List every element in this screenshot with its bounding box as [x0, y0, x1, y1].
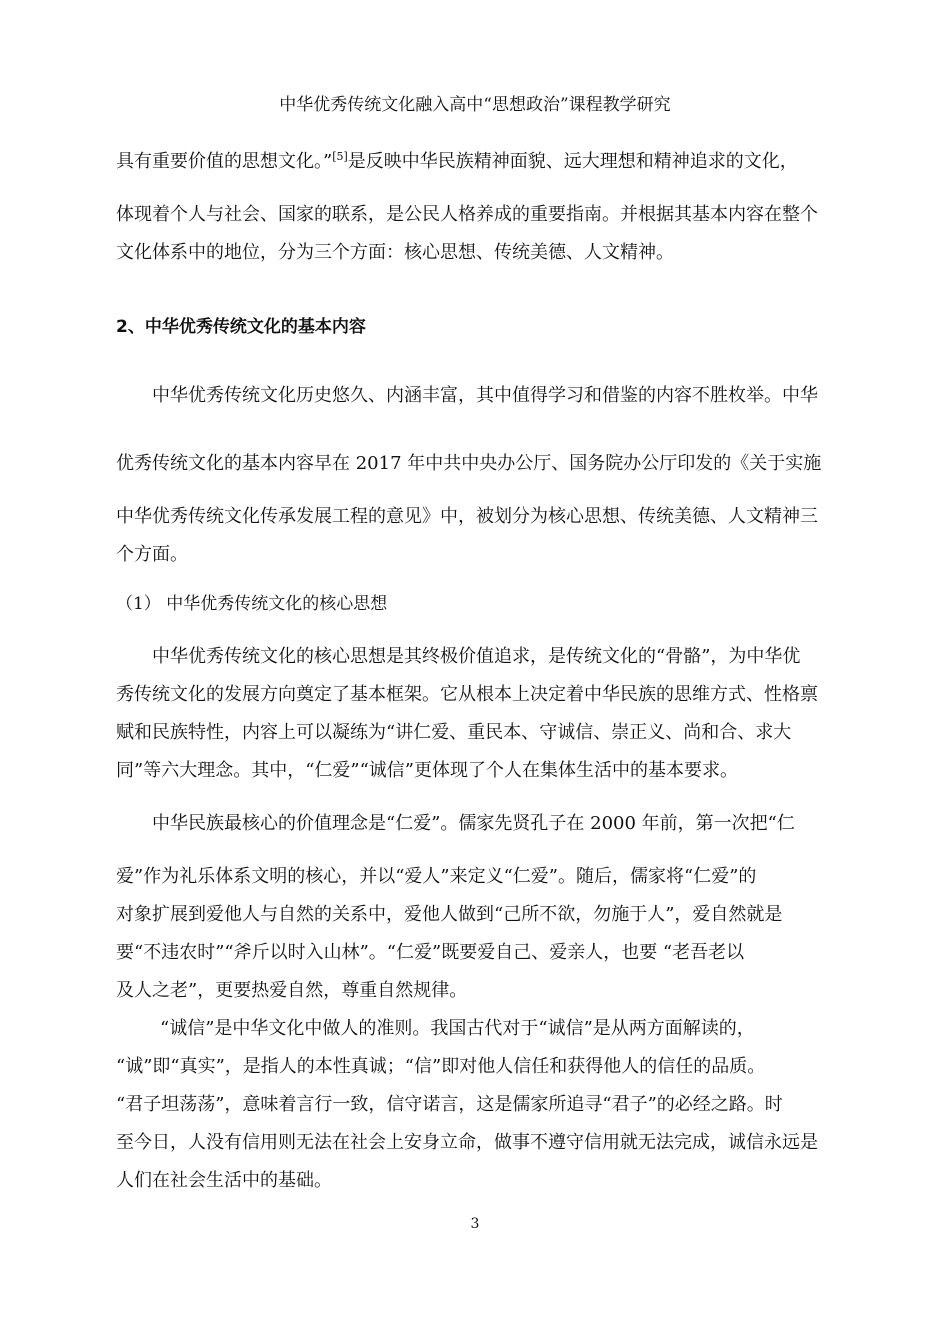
section2-p1-line-4: 个方面。 [116, 544, 188, 565]
sub1-p3-line-3: “君子坦荡荡”，意味着言行一致，信守诺言，这是儒家所追寻“君子”的必经之路。时 [116, 1094, 783, 1115]
section2-p1-line-1: 中华优秀传统文化历史悠久、内涵丰富，其中值得学习和借鉴的内容不胜枚举。中华 [152, 385, 818, 406]
sub1-p3-line-4: 至今日，人没有信用则无法在社会上安身立命，做事不遵守信用就无法完成，诚信永远是 [116, 1132, 818, 1153]
sub1-p2-line-4: 要“不违农时”“斧斤以时入山林”。“仁爱”既要爱自己、爱亲人，也要 “老吾老以 [116, 942, 745, 963]
intro-line-2: 体现着个人与社会、国家的联系，是公民人格养成的重要指南。并根据其基本内容在整个 [116, 204, 818, 225]
subsection-heading-1: （1） 中华优秀传统文化的核心思想 [116, 594, 388, 614]
sub1-p2-line-2: 爱”作为礼乐体系文明的核心，并以“爱人”来定义“仁爱”。随后，儒家将“仁爱”的 [116, 866, 757, 887]
running-header: 中华优秀传统文化融入高中“思想政治”课程教学研究 [279, 95, 671, 115]
sub1-p1-line-2: 秀传统文化的发展方向奠定了基本框架。它从根本上决定着中华民族的思维方式、性格禀 [116, 684, 818, 705]
intro-line-1-rest: 是反映中华民族精神面貌、远大理想和精神追求的文化， [347, 151, 798, 172]
section-heading-2: 2、中华优秀传统文化的基本内容 [116, 317, 366, 337]
sub1-p2-line-1: 中华民族最核心的价值理念是“仁爱”。儒家先贤孔子在 2000 年前，第一次把“仁 [152, 813, 795, 834]
sub1-p1-line-1: 中华优秀传统文化的核心思想是其终极价值追求，是传统文化的“骨骼”，为中华优 [152, 646, 801, 667]
intro-line-1-text: 具有重要价值的思想文化。” [116, 151, 333, 172]
sub1-p3-line-1: “诚信”是中华文化中做人的准则。我国古代对于“诚信”是从两方面解读的， [160, 1018, 755, 1039]
section2-p1-line-3: 中华优秀传统文化传承发展工程的意见》中，被划分为核心思想、传统美德、人文精神三 [116, 506, 818, 527]
sub1-p1-line-4: 同”等六大理念。其中，“仁爱”“诚信”更体现了个人在集体生活中的基本要求。 [116, 760, 739, 781]
sub1-p2-line-3: 对象扩展到爱他人与自然的关系中，爱他人做到“己所不欲，勿施于人”，爱自然就是 [116, 904, 783, 925]
intro-line-1 [116, 150, 798, 174]
sub1-p3-line-5: 人们在社会生活中的基础。 [116, 1170, 332, 1191]
section2-p1-line-2: 优秀传统文化的基本内容早在 2017 年中共中央办公厅、国务院办公厅印发的《关于实施 [116, 453, 822, 474]
sub1-p2-line-5: 及人之老”，更要热爱自然，尊重自然规律。 [116, 980, 468, 1001]
page-number: 3 [470, 1216, 480, 1232]
intro-line-3: 文化体系中的地位，分为三个方面：核心思想、传统美德、人文精神。 [116, 242, 674, 263]
citation-5: [5] [332, 150, 348, 163]
sub1-p3-line-2: “诚”即“真实”，是指人的本性真诚；“信”即对他人信任和获得他人的信任的品质。 [116, 1056, 766, 1077]
sub1-p1-line-3: 赋和民族特性，内容上可以凝练为“讲仁爱、重民本、守诚信、崇正义、尚和合、求大 [116, 722, 792, 743]
